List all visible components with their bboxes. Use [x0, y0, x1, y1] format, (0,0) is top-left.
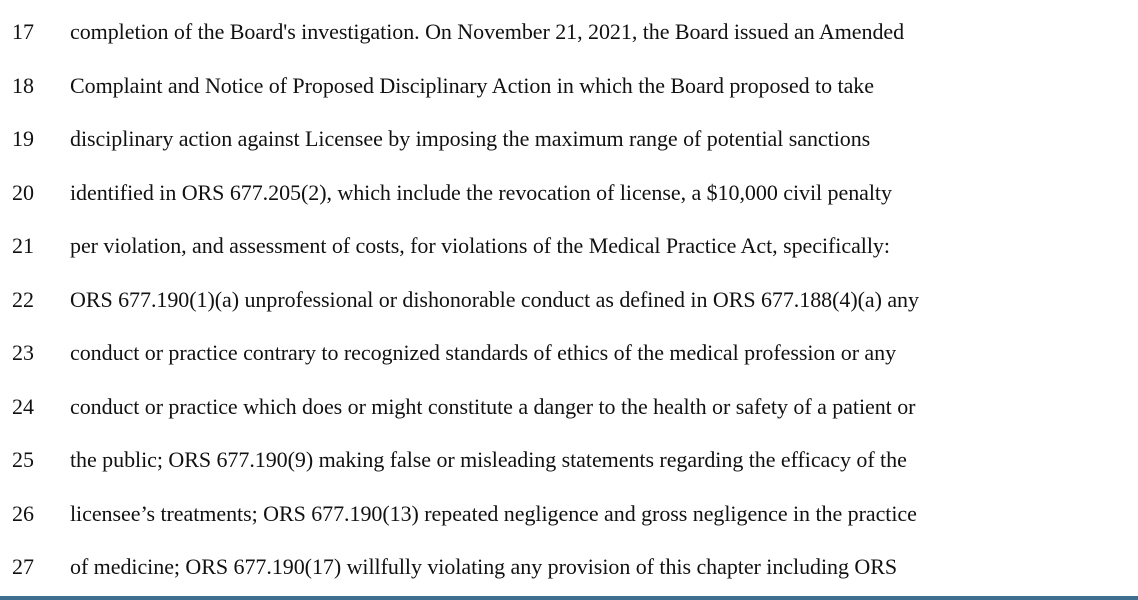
document-line-27 [0, 551, 1138, 583]
document-line-17 [0, 16, 1138, 48]
document-line-26 [0, 498, 1138, 530]
line-text: conduct or practice contrary to recognized standards of ethics of the medical profession or any [70, 340, 897, 365]
document-line-25 [0, 444, 1138, 476]
line-text: Complaint and Notice of Proposed Disciplinary Action in which the Board proposed to take [70, 72, 874, 98]
document-line-24 [0, 391, 1138, 423]
line-number: 23 [12, 340, 34, 365]
line-text: the public; ORS 677.190(9) making false or misleading statements regarding the efficacy of the [70, 447, 907, 472]
document-line-21 [0, 230, 1138, 262]
line-text: per violation, and assessment of costs, for violations of the Medical Practice Act, specifically: [70, 233, 890, 258]
document-line-18 [0, 70, 1138, 102]
line-number: 25 [12, 447, 34, 472]
line-text: identified in ORS 677.205(2), which include the revocation of license, a $10,000 civil penalty [70, 179, 892, 205]
bottom-border [0, 596, 1138, 600]
line-number: 26 [12, 500, 34, 526]
document-line-20 [0, 177, 1138, 209]
line-text: licensee’s treatments; ORS 677.190(13) repeated negligence and gross negligence in the practice [70, 500, 917, 526]
line-number: 19 [12, 126, 34, 151]
line-number: 18 [12, 72, 34, 98]
line-number: 17 [12, 19, 34, 44]
line-number: 24 [12, 393, 34, 419]
line-number: 27 [12, 554, 34, 579]
line-number: 20 [12, 179, 34, 205]
line-text: of medicine; ORS 677.190(17) willfully violating any provision of this chapter including ORS [70, 554, 898, 579]
line-number: 21 [12, 233, 34, 258]
line-number: 22 [12, 286, 34, 312]
document-line-22 [0, 284, 1138, 316]
line-text: disciplinary action against Licensee by imposing the maximum range of potential sanctions [70, 126, 871, 151]
document-line-19 [0, 123, 1138, 155]
line-text: completion of the Board's investigation. On November 21, 2021, the Board issued an Amended [70, 19, 905, 44]
line-text: conduct or practice which does or might constitute a danger to the health or safety of a patient or [70, 393, 916, 419]
document-line-23 [0, 337, 1138, 369]
line-text: ORS 677.190(1)(a) unprofessional or dishonorable conduct as defined in ORS 677.188(4)(a) any [70, 286, 919, 312]
